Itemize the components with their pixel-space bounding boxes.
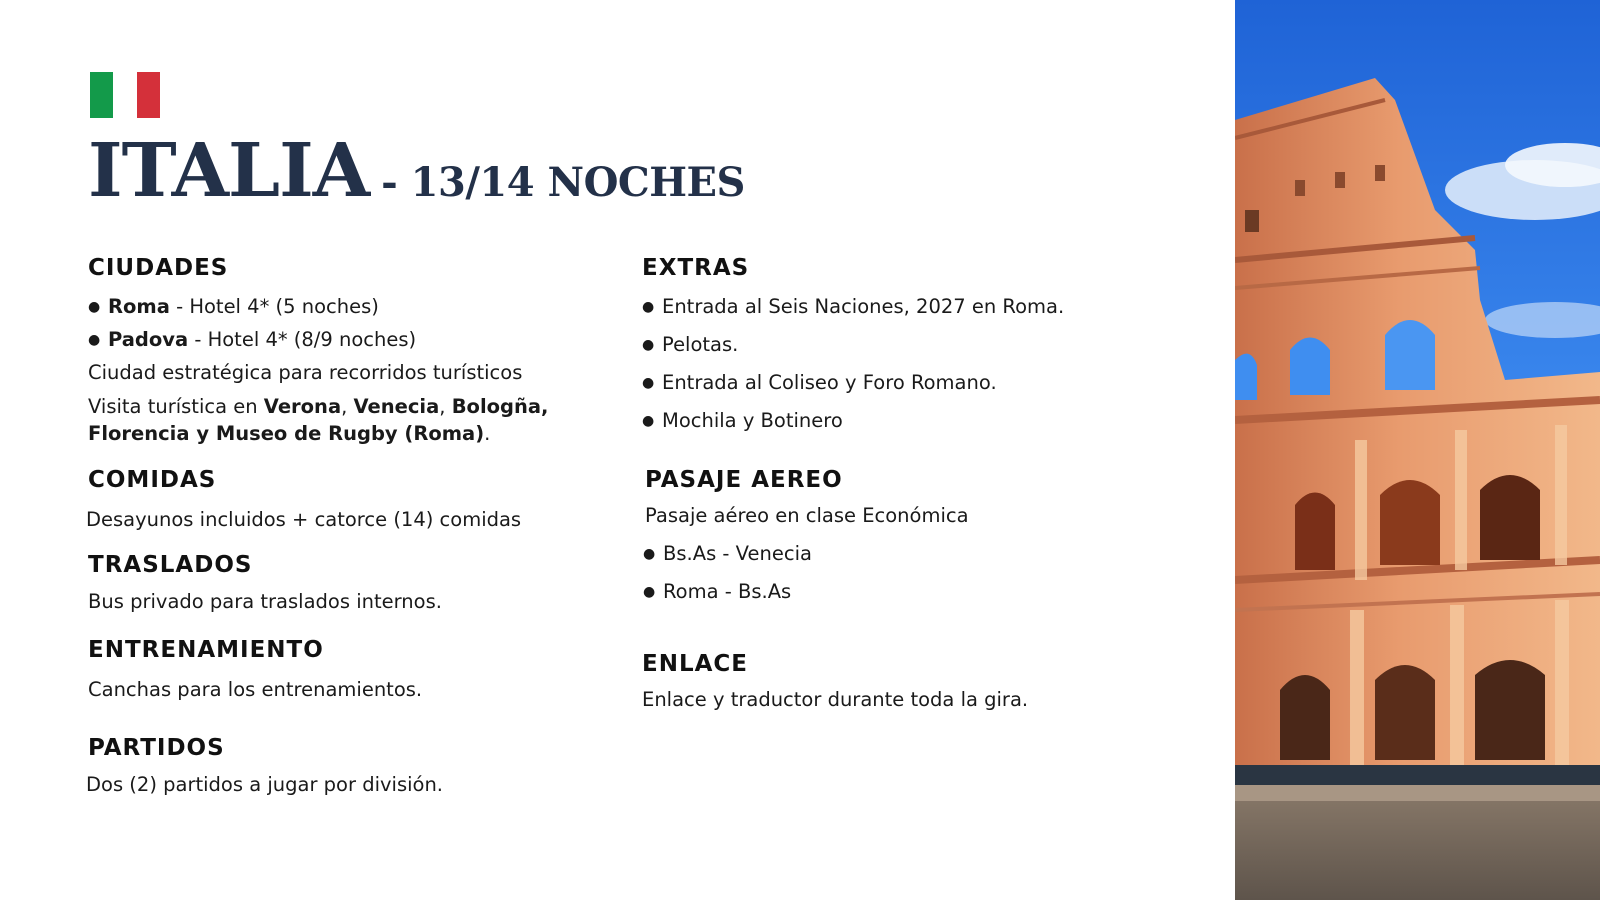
extras-item: [642, 407, 843, 435]
visita-line-2: [88, 420, 490, 448]
visita-sep: ,: [341, 395, 354, 418]
extras-heading: EXTRAS: [642, 255, 750, 281]
bullet-icon: ●: [643, 584, 656, 600]
extras-item-label: Entrada al Seis Naciones, 2027 en Roma.: [662, 295, 1065, 318]
bullet-icon: ●: [642, 299, 655, 315]
ciudades-heading: CIUDADES: [88, 255, 229, 281]
city-detail: - Hotel 4* (8/9 noches): [188, 328, 417, 351]
pasaje-text: Pasaje aéreo en clase Económica: [645, 504, 969, 527]
bullet-icon: ●: [643, 546, 656, 562]
visita-end: .: [484, 422, 491, 445]
visita-city: Bologña,: [451, 395, 549, 418]
pasaje-heading: PASAJE AEREO: [645, 467, 843, 493]
pasaje-item: [643, 578, 791, 606]
ciudades-note: Ciudad estratégica para recorridos turísticos: [88, 361, 523, 384]
bullet-icon: ●: [88, 299, 101, 315]
bullet-icon: ●: [642, 337, 655, 353]
bullet-icon: ●: [88, 332, 101, 348]
comidas-heading: COMIDAS: [88, 467, 217, 493]
italy-flag-icon: [90, 72, 160, 118]
visita-line-1: [88, 393, 548, 421]
pasaje-item: [643, 540, 812, 568]
enlace-text: Enlace y traductor durante toda la gira.: [642, 688, 1029, 711]
colosseum-photo: [1235, 0, 1600, 900]
flag-red-stripe: [137, 72, 160, 118]
visita-city: Verona: [263, 395, 342, 418]
visita-cities: Florencia y Museo de Rugby (Roma): [88, 422, 485, 445]
visita-city: Venecia: [353, 395, 440, 418]
ciudades-item: [88, 326, 416, 354]
extras-item: [642, 331, 738, 359]
extras-item-label: Pelotas.: [662, 333, 739, 356]
title-main: ITALIA: [88, 128, 370, 214]
traslados-heading: TRASLADOS: [88, 552, 253, 578]
title-subtitle: - 13/14 NOCHES: [381, 159, 745, 206]
extras-item: [642, 369, 997, 397]
partidos-heading: PARTIDOS: [88, 735, 225, 761]
traslados-text: Bus privado para traslados internos.: [88, 590, 442, 613]
flag-white-stripe: [113, 72, 136, 118]
city-name: Roma: [108, 295, 170, 318]
pasaje-item-label: Bs.As - Venecia: [663, 542, 812, 565]
pasaje-item-label: Roma - Bs.As: [663, 580, 792, 603]
bullet-icon: ●: [642, 413, 655, 429]
extras-item-label: Entrada al Coliseo y Foro Romano.: [662, 371, 997, 394]
flag-green-stripe: [90, 72, 113, 118]
partidos-text: Dos (2) partidos a jugar por división.: [86, 773, 444, 796]
enlace-heading: ENLACE: [642, 651, 749, 677]
extras-item-label: Mochila y Botinero: [662, 409, 843, 432]
visita-sep: ,: [439, 395, 452, 418]
visita-prefix: Visita turística en: [88, 395, 264, 418]
ciudades-item: [88, 293, 379, 321]
entrenamiento-heading: ENTRENAMIENTO: [88, 637, 324, 663]
extras-item: [642, 293, 1064, 321]
entrenamiento-text: Canchas para los entrenamientos.: [88, 678, 423, 701]
comidas-text: Desayunos incluidos + catorce (14) comidas: [86, 508, 522, 531]
bullet-icon: ●: [642, 375, 655, 391]
city-detail: - Hotel 4* (5 noches): [169, 295, 379, 318]
page-title: [88, 128, 745, 214]
city-name: Padova: [108, 328, 189, 351]
